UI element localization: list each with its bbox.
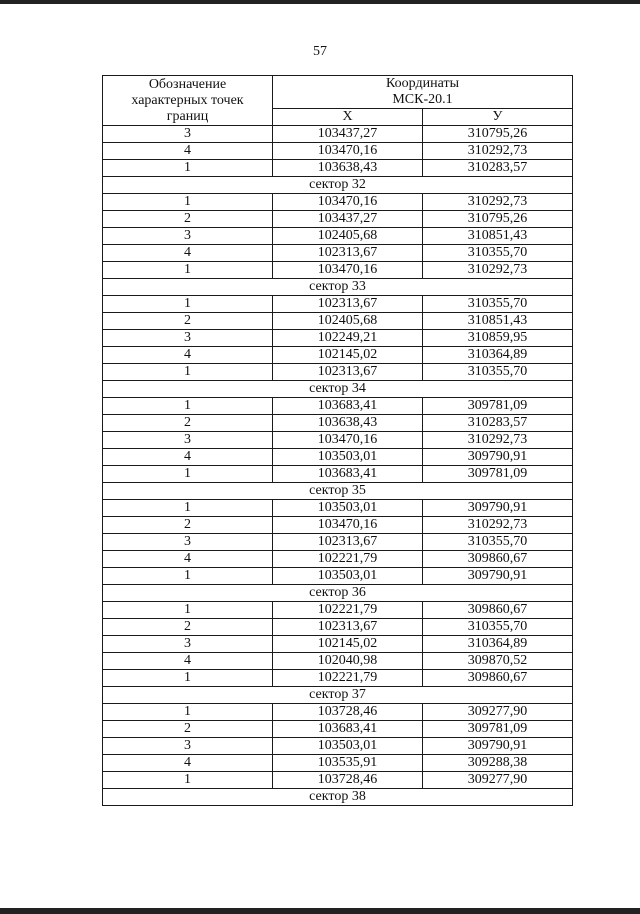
table-row bbox=[103, 347, 573, 364]
table-row bbox=[103, 551, 573, 568]
point-number-cell: 1 bbox=[103, 772, 273, 789]
y-coordinate-cell: 309790,91 bbox=[423, 568, 573, 585]
table-row bbox=[103, 245, 573, 262]
y-coordinate-cell: 309781,09 bbox=[423, 721, 573, 738]
point-number-cell: 2 bbox=[103, 313, 273, 330]
y-coordinate-cell: 310292,73 bbox=[423, 432, 573, 449]
y-coordinate-cell: 310283,57 bbox=[423, 160, 573, 177]
x-coordinate-cell: 102221,79 bbox=[273, 670, 423, 687]
table-row bbox=[103, 330, 573, 347]
y-coordinate-cell: 309277,90 bbox=[423, 772, 573, 789]
sector-label: сектор 37 bbox=[103, 687, 573, 704]
table-row bbox=[103, 466, 573, 483]
table-row bbox=[103, 568, 573, 585]
x-coordinate-cell: 102145,02 bbox=[273, 636, 423, 653]
sector-label: сектор 35 bbox=[103, 483, 573, 500]
y-coordinate-cell: 310355,70 bbox=[423, 296, 573, 313]
scan-border-top bbox=[0, 0, 640, 4]
y-coordinate-cell: 309860,67 bbox=[423, 670, 573, 687]
point-number-cell: 1 bbox=[103, 670, 273, 687]
sector-row bbox=[103, 585, 573, 602]
y-coordinate-cell: 310292,73 bbox=[423, 143, 573, 160]
table-row bbox=[103, 619, 573, 636]
x-coordinate-cell: 103470,16 bbox=[273, 262, 423, 279]
x-coordinate-cell: 102313,67 bbox=[273, 619, 423, 636]
y-coordinate-cell: 310292,73 bbox=[423, 262, 573, 279]
y-coordinate-cell: 310795,26 bbox=[423, 211, 573, 228]
table-body bbox=[103, 126, 573, 806]
table-row bbox=[103, 670, 573, 687]
y-coordinate-cell: 310795,26 bbox=[423, 126, 573, 143]
x-coordinate-cell: 102405,68 bbox=[273, 313, 423, 330]
x-coordinate-cell: 103470,16 bbox=[273, 143, 423, 160]
y-coordinate-cell: 310355,70 bbox=[423, 619, 573, 636]
table-row bbox=[103, 194, 573, 211]
table-row bbox=[103, 228, 573, 245]
point-number-cell: 4 bbox=[103, 245, 273, 262]
table-row bbox=[103, 313, 573, 330]
y-coordinate-cell: 309870,52 bbox=[423, 653, 573, 670]
point-number-cell: 2 bbox=[103, 619, 273, 636]
header-x: X bbox=[273, 109, 423, 126]
point-number-cell: 2 bbox=[103, 211, 273, 228]
header-coordinates-line: Координаты bbox=[386, 76, 459, 91]
table-row bbox=[103, 636, 573, 653]
y-coordinate-cell: 309277,90 bbox=[423, 704, 573, 721]
table-row bbox=[103, 500, 573, 517]
y-coordinate-cell: 309790,91 bbox=[423, 449, 573, 466]
point-number-cell: 2 bbox=[103, 517, 273, 534]
x-coordinate-cell: 102221,79 bbox=[273, 602, 423, 619]
x-coordinate-cell: 103728,46 bbox=[273, 772, 423, 789]
x-coordinate-cell: 102249,21 bbox=[273, 330, 423, 347]
y-coordinate-cell: 309781,09 bbox=[423, 466, 573, 483]
point-number-cell: 1 bbox=[103, 262, 273, 279]
sector-label: сектор 38 bbox=[103, 789, 573, 806]
point-number-cell: 3 bbox=[103, 738, 273, 755]
sector-label: сектор 33 bbox=[103, 279, 573, 296]
point-number-cell: 1 bbox=[103, 704, 273, 721]
point-number-cell: 3 bbox=[103, 126, 273, 143]
point-number-cell: 1 bbox=[103, 466, 273, 483]
table-row bbox=[103, 738, 573, 755]
point-number-cell: 4 bbox=[103, 653, 273, 670]
x-coordinate-cell: 103503,01 bbox=[273, 568, 423, 585]
header-coordinates-line: МСК-20.1 bbox=[392, 92, 453, 107]
sector-row bbox=[103, 177, 573, 194]
table-row bbox=[103, 602, 573, 619]
point-number-cell: 1 bbox=[103, 296, 273, 313]
x-coordinate-cell: 103683,41 bbox=[273, 466, 423, 483]
y-coordinate-cell: 310364,89 bbox=[423, 347, 573, 364]
table-row bbox=[103, 126, 573, 143]
header-designation-line: границ bbox=[166, 108, 209, 124]
table-row bbox=[103, 755, 573, 772]
point-number-cell: 2 bbox=[103, 415, 273, 432]
x-coordinate-cell: 103503,01 bbox=[273, 449, 423, 466]
x-coordinate-cell: 103683,41 bbox=[273, 721, 423, 738]
point-number-cell: 2 bbox=[103, 721, 273, 738]
y-coordinate-cell: 309790,91 bbox=[423, 738, 573, 755]
point-number-cell: 1 bbox=[103, 500, 273, 517]
x-coordinate-cell: 102405,68 bbox=[273, 228, 423, 245]
x-coordinate-cell: 103470,16 bbox=[273, 194, 423, 211]
point-number-cell: 4 bbox=[103, 143, 273, 160]
sector-row bbox=[103, 789, 573, 806]
point-number-cell: 3 bbox=[103, 228, 273, 245]
scan-border-bottom bbox=[0, 908, 640, 914]
x-coordinate-cell: 103437,27 bbox=[273, 126, 423, 143]
y-coordinate-cell: 309860,67 bbox=[423, 551, 573, 568]
x-coordinate-cell: 103470,16 bbox=[273, 432, 423, 449]
table-row bbox=[103, 704, 573, 721]
header-point-designation bbox=[103, 76, 273, 126]
table-row bbox=[103, 534, 573, 551]
table-row bbox=[103, 398, 573, 415]
y-coordinate-cell: 310859,95 bbox=[423, 330, 573, 347]
y-coordinate-cell: 310355,70 bbox=[423, 534, 573, 551]
x-coordinate-cell: 102040,98 bbox=[273, 653, 423, 670]
x-coordinate-cell: 102313,67 bbox=[273, 296, 423, 313]
sector-label: сектор 34 bbox=[103, 381, 573, 398]
y-coordinate-cell: 309288,38 bbox=[423, 755, 573, 772]
sector-label: сектор 32 bbox=[103, 177, 573, 194]
x-coordinate-cell: 102313,67 bbox=[273, 534, 423, 551]
y-coordinate-cell: 310364,89 bbox=[423, 636, 573, 653]
table-row bbox=[103, 449, 573, 466]
sector-row bbox=[103, 381, 573, 398]
x-coordinate-cell: 103470,16 bbox=[273, 517, 423, 534]
y-coordinate-cell: 310283,57 bbox=[423, 415, 573, 432]
table-row bbox=[103, 653, 573, 670]
table-row bbox=[103, 211, 573, 228]
sector-row bbox=[103, 279, 573, 296]
point-number-cell: 1 bbox=[103, 364, 273, 381]
sector-label: сектор 36 bbox=[103, 585, 573, 602]
sector-row bbox=[103, 687, 573, 704]
y-coordinate-cell: 309860,67 bbox=[423, 602, 573, 619]
y-coordinate-cell: 310292,73 bbox=[423, 517, 573, 534]
x-coordinate-cell: 103503,01 bbox=[273, 738, 423, 755]
x-coordinate-cell: 103535,91 bbox=[273, 755, 423, 772]
table-row bbox=[103, 517, 573, 534]
x-coordinate-cell: 103638,43 bbox=[273, 415, 423, 432]
point-number-cell: 1 bbox=[103, 568, 273, 585]
point-number-cell: 4 bbox=[103, 755, 273, 772]
x-coordinate-cell: 103728,46 bbox=[273, 704, 423, 721]
x-coordinate-cell: 103638,43 bbox=[273, 160, 423, 177]
table-row bbox=[103, 364, 573, 381]
page-number: 57 bbox=[313, 44, 327, 59]
point-number-cell: 4 bbox=[103, 551, 273, 568]
header-coordinates bbox=[273, 76, 573, 109]
x-coordinate-cell: 103503,01 bbox=[273, 500, 423, 517]
table-row bbox=[103, 262, 573, 279]
y-coordinate-cell: 309790,91 bbox=[423, 500, 573, 517]
x-coordinate-cell: 103437,27 bbox=[273, 211, 423, 228]
table-header-row bbox=[103, 76, 573, 109]
point-number-cell: 4 bbox=[103, 449, 273, 466]
point-number-cell: 3 bbox=[103, 432, 273, 449]
x-coordinate-cell: 102313,67 bbox=[273, 364, 423, 381]
point-number-cell: 3 bbox=[103, 534, 273, 551]
y-coordinate-cell: 310292,73 bbox=[423, 194, 573, 211]
point-number-cell: 4 bbox=[103, 347, 273, 364]
x-coordinate-cell: 102145,02 bbox=[273, 347, 423, 364]
x-coordinate-cell: 103683,41 bbox=[273, 398, 423, 415]
y-coordinate-cell: 310851,43 bbox=[423, 313, 573, 330]
x-coordinate-cell: 102313,67 bbox=[273, 245, 423, 262]
header-designation-line: характерных точек bbox=[131, 92, 244, 108]
table-row bbox=[103, 143, 573, 160]
point-number-cell: 1 bbox=[103, 602, 273, 619]
point-number-cell: 1 bbox=[103, 398, 273, 415]
table-row bbox=[103, 772, 573, 789]
table-row bbox=[103, 415, 573, 432]
header-y: У bbox=[423, 109, 573, 126]
y-coordinate-cell: 310851,43 bbox=[423, 228, 573, 245]
header-designation-line: Обозначение bbox=[148, 76, 227, 92]
table-row bbox=[103, 721, 573, 738]
coordinates-table bbox=[102, 75, 573, 806]
sector-row bbox=[103, 483, 573, 500]
point-number-cell: 3 bbox=[103, 636, 273, 653]
table-row bbox=[103, 432, 573, 449]
table-row bbox=[103, 160, 573, 177]
point-number-cell: 3 bbox=[103, 330, 273, 347]
y-coordinate-cell: 310355,70 bbox=[423, 364, 573, 381]
table-row bbox=[103, 296, 573, 313]
point-number-cell: 1 bbox=[103, 194, 273, 211]
y-coordinate-cell: 309781,09 bbox=[423, 398, 573, 415]
y-coordinate-cell: 310355,70 bbox=[423, 245, 573, 262]
x-coordinate-cell: 102221,79 bbox=[273, 551, 423, 568]
point-number-cell: 1 bbox=[103, 160, 273, 177]
